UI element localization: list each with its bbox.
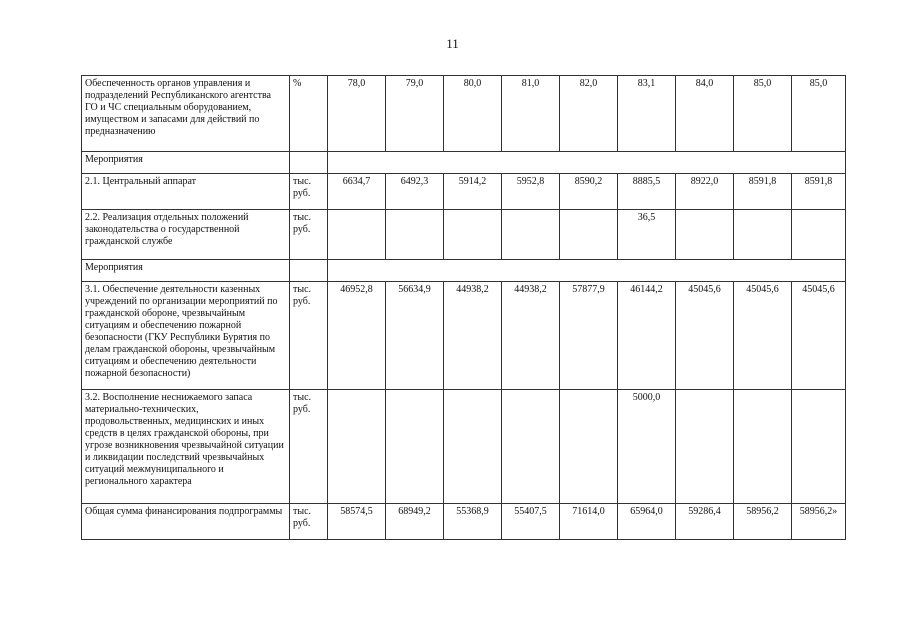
value-cell xyxy=(328,210,386,260)
value-cell: 8591,8 xyxy=(734,174,792,210)
value-cell: 36,5 xyxy=(618,210,676,260)
value-cell: 55368,9 xyxy=(444,504,502,540)
unit-cell: тыс. руб. xyxy=(290,282,328,390)
value-cell: 81,0 xyxy=(502,76,560,152)
table-row xyxy=(82,390,846,504)
section-row xyxy=(82,260,846,282)
value-cell xyxy=(734,390,792,504)
unit-cell: % xyxy=(290,76,328,152)
value-cell: 71614,0 xyxy=(560,504,618,540)
value-cell xyxy=(676,210,734,260)
value-cell xyxy=(328,390,386,504)
table-row xyxy=(82,174,846,210)
indicator-name: 3.2. Восполнение неснижаемого запаса материально-технических, продовольственных, медицинских и иных средств в целях гражданской обороны, при угрозе возникновения чрезвычайной ситуации и ликвидации последствий чрезвычайных ситуаций межмуниципального и регионального характера xyxy=(82,390,290,504)
value-cell: 57877,9 xyxy=(560,282,618,390)
value-cell xyxy=(676,390,734,504)
value-cell: 82,0 xyxy=(560,76,618,152)
unit-cell: тыс. руб. xyxy=(290,174,328,210)
value-cell: 58956,2 xyxy=(734,504,792,540)
value-cell: 8885,5 xyxy=(618,174,676,210)
value-cell: 5914,2 xyxy=(444,174,502,210)
section-row xyxy=(82,152,846,174)
value-cell xyxy=(560,210,618,260)
value-cell xyxy=(444,210,502,260)
value-cell xyxy=(734,210,792,260)
value-cell: 5952,8 xyxy=(502,174,560,210)
value-cell xyxy=(502,390,560,504)
indicator-name: Обеспеченность органов управления и подразделений Республиканского агентства ГО и ЧС специальным оборудованием, имуществом и запасами для действий по предназначению xyxy=(82,76,290,152)
section-label: Мероприятия xyxy=(82,260,290,282)
program-financing-table xyxy=(81,75,846,540)
table-row xyxy=(82,282,846,390)
value-cell: 8590,2 xyxy=(560,174,618,210)
value-cell: 85,0 xyxy=(734,76,792,152)
indicator-name: 2.1. Центральный аппарат xyxy=(82,174,290,210)
value-cell: 5000,0 xyxy=(618,390,676,504)
page-number: 11 xyxy=(446,36,459,51)
table-row xyxy=(82,210,846,260)
value-cell: 83,1 xyxy=(618,76,676,152)
unit-cell: тыс. руб. xyxy=(290,210,328,260)
indicator-name: 2.2. Реализация отдельных положений законодательства о государственной гражданской службе xyxy=(82,210,290,260)
table-row xyxy=(82,76,846,152)
value-cell: 45045,6 xyxy=(734,282,792,390)
value-cell: 45045,6 xyxy=(676,282,734,390)
empty-cell xyxy=(290,152,328,174)
value-cell xyxy=(386,210,444,260)
value-cell: 44938,2 xyxy=(502,282,560,390)
indicator-name: Общая сумма финансирования подпрограммы xyxy=(82,504,290,540)
unit-cell: тыс. руб. xyxy=(290,504,328,540)
value-cell: 56634,9 xyxy=(386,282,444,390)
value-cell: 68949,2 xyxy=(386,504,444,540)
value-cell: 58956,2» xyxy=(792,504,846,540)
value-cell: 58574,5 xyxy=(328,504,386,540)
value-cell: 44938,2 xyxy=(444,282,502,390)
value-cell: 6492,3 xyxy=(386,174,444,210)
value-cell xyxy=(792,390,846,504)
value-cell: 8922,0 xyxy=(676,174,734,210)
unit-cell: тыс. руб. xyxy=(290,390,328,504)
value-cell: 46144,2 xyxy=(618,282,676,390)
value-cell: 65964,0 xyxy=(618,504,676,540)
value-cell: 59286,4 xyxy=(676,504,734,540)
indicator-name: 3.1. Обеспечение деятельности казенных учреждений по организации мероприятий по гражданской обороне, чрезвычайным ситуациям и обеспечению пожарной безопасности (ГКУ Республики Бурятия по делам гражданской обороны, чрезвычайным ситуациям и обеспечению деятельности пожарной безопасности) xyxy=(82,282,290,390)
value-cell: 55407,5 xyxy=(502,504,560,540)
value-cell xyxy=(444,390,502,504)
value-cell: 6634,7 xyxy=(328,174,386,210)
value-cell: 8591,8 xyxy=(792,174,846,210)
table-row xyxy=(82,504,846,540)
value-cell: 79,0 xyxy=(386,76,444,152)
value-cell xyxy=(560,390,618,504)
value-cell: 85,0 xyxy=(792,76,846,152)
value-cell xyxy=(502,210,560,260)
value-cell: 46952,8 xyxy=(328,282,386,390)
value-cell: 78,0 xyxy=(328,76,386,152)
empty-cell xyxy=(328,260,846,282)
value-cell: 45045,6 xyxy=(792,282,846,390)
empty-cell xyxy=(328,152,846,174)
value-cell xyxy=(386,390,444,504)
value-cell xyxy=(792,210,846,260)
section-label: Мероприятия xyxy=(82,152,290,174)
empty-cell xyxy=(290,260,328,282)
value-cell: 80,0 xyxy=(444,76,502,152)
value-cell: 84,0 xyxy=(676,76,734,152)
